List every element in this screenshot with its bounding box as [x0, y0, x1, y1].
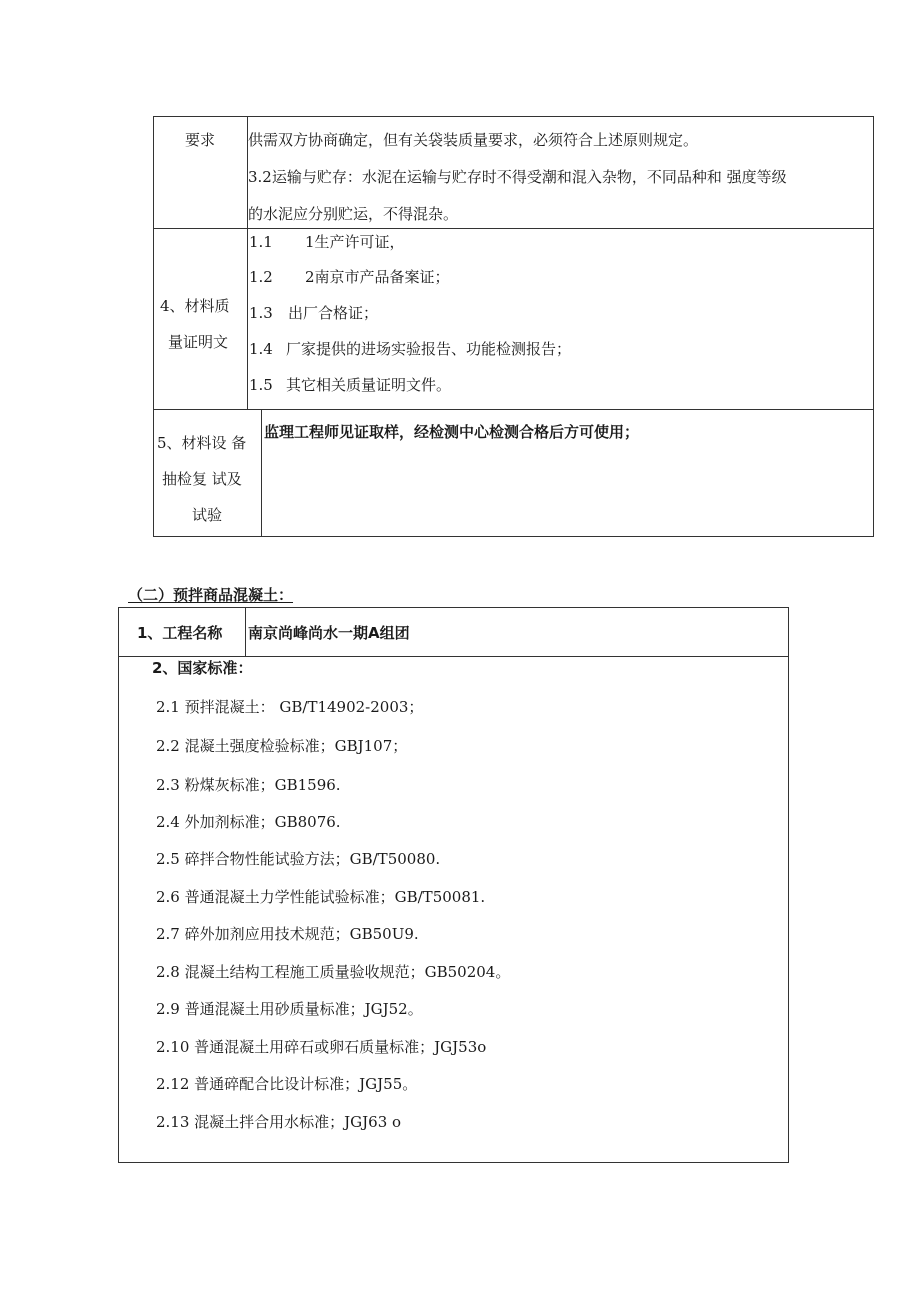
certificate-item-text: 厂家提供的进场实验报告、功能检测报告；: [286, 340, 572, 358]
certificate-item-number: 1.2: [249, 268, 273, 286]
standard-item: 2.4 外加剂标准；GB8076.: [156, 813, 341, 831]
requirements-label: 要求: [185, 131, 216, 149]
project-name-value: 南京尚峰尚水一期A组团: [248, 624, 410, 642]
standard-item: 2.13 混凝土拌合用水标准；JGJ63 o: [156, 1113, 402, 1131]
certificate-item-number: 1.1: [249, 233, 273, 251]
certificate-item-text: 其它相关质量证明文件。: [286, 376, 452, 394]
standard-item: 2.7 碎外加剂应用技术规范；GB50U9.: [156, 925, 419, 943]
column-divider: [245, 608, 246, 656]
sampling-label: 5、材料设 备: [157, 434, 247, 452]
certificate-item-text: 出厂合格证；: [288, 304, 379, 322]
standard-item: 2.8 混凝土结构工程施工质量验收规范；GB50204。: [156, 963, 511, 981]
standard-item: 2.6 普通混凝土力学性能试验标准；GB/T50081.: [156, 888, 486, 906]
sampling-text: 监理工程师见证取样，经检测中心检测合格后方可使用；: [264, 423, 640, 441]
material-quality-table: [153, 116, 874, 537]
column-divider: [261, 409, 262, 537]
row-divider: [119, 656, 788, 657]
standards-heading: 2、国家标准：: [152, 659, 253, 677]
row-divider: [154, 228, 873, 229]
concrete-standards-table: [118, 607, 789, 1163]
certificate-item-number: 1.5: [249, 376, 273, 394]
standard-item: 2.5 碎拌合物性能试验方法；GB/T50080.: [156, 850, 441, 868]
sampling-label: 抽检复 试及: [162, 470, 242, 488]
standard-item: 2.3 粉煤灰标准；GB1596.: [156, 776, 341, 794]
standard-item: 2.10 普通混凝土用碎石或卵石质量标准；JGJ53o: [156, 1038, 487, 1056]
certificate-item-text: 2南京市产品备案证；: [305, 268, 450, 286]
section-heading: （二）预拌商品混凝土：: [128, 586, 294, 604]
sampling-label: 试验: [192, 506, 223, 524]
certificates-label: 4、材料质: [160, 297, 230, 315]
standard-item: 2.1 预拌混凝土： GB/T14902-2003；: [156, 698, 424, 716]
column-divider: [247, 117, 248, 409]
certificate-item-text: 1生产许可证，: [305, 233, 405, 251]
requirements-line: 3.2运输与贮存：水泥在运输与贮存时不得受潮和混入杂物，不同品种和 强度等级: [248, 168, 787, 186]
certificate-item-number: 1.3: [249, 304, 273, 322]
standard-item: 2.9 普通混凝土用砂质量标准；JGJ52。: [156, 1000, 423, 1018]
standard-item: 2.12 普通碎配合比设计标准；JGJ55。: [156, 1075, 418, 1093]
standard-item: 2.2 混凝土强度检验标准；GBJ107；: [156, 737, 408, 755]
certificates-label: 量证明文: [168, 333, 229, 351]
requirements-line: 供需双方协商确定，但有关袋装质量要求，必须符合上述原则规定。: [248, 131, 699, 149]
project-name-label: 1、工程名称: [137, 624, 223, 642]
certificate-item-number: 1.4: [249, 340, 273, 358]
requirements-line: 的水泥应分别贮运，不得混杂。: [248, 205, 459, 223]
